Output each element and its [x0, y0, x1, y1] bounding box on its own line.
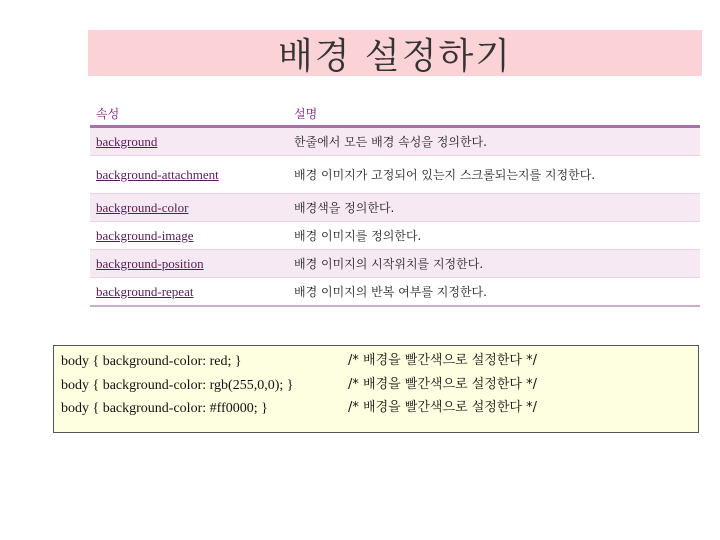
- table-row: [90, 222, 700, 250]
- code-line: [61, 374, 537, 396]
- property-table: [90, 101, 700, 307]
- property-name: background-color: [90, 194, 288, 222]
- table-row: [90, 127, 700, 156]
- property-description: 한줄에서 모든 배경 속성을 정의한다.: [288, 127, 700, 156]
- table-header-row: [90, 101, 700, 127]
- code-line: [61, 350, 537, 372]
- code-comment: /* 배경을 빨간색으로 설정한다 */: [348, 400, 537, 415]
- property-name: background-image: [90, 222, 288, 250]
- property-description: 배경 이미지를 정의한다.: [288, 222, 700, 250]
- code-example-box: [53, 345, 699, 433]
- property-description: 배경 이미지의 시작위치를 지정한다.: [288, 250, 700, 278]
- table-row: [90, 156, 700, 194]
- property-name: background-attachment: [90, 156, 288, 194]
- css-code: body { background-color: #ff0000; }: [61, 401, 268, 416]
- property-name: background-repeat: [90, 278, 288, 307]
- code-line: [61, 397, 537, 419]
- column-header-description: 설명: [288, 101, 700, 127]
- page-title: 배경 설정하기: [277, 35, 513, 77]
- table-row: [90, 194, 700, 222]
- property-description: 배경 이미지의 반복 여부를 지정한다.: [288, 278, 700, 307]
- title-banner: [88, 30, 702, 76]
- property-description: 배경 이미지가 고정되어 있는지 스크롤되는지를 지정한다.: [288, 156, 700, 194]
- css-code: body { background-color: rgb(255,0,0); }: [61, 378, 294, 393]
- property-name: background-position: [90, 250, 288, 278]
- property-description: 배경색을 정의한다.: [288, 194, 700, 222]
- css-code: body { background-color: red; }: [61, 354, 242, 369]
- property-name: background: [90, 127, 288, 156]
- table-row: [90, 250, 700, 278]
- column-header-property: 속성: [90, 101, 288, 127]
- code-comment: /* 배경을 빨간색으로 설정한다 */: [348, 353, 537, 368]
- table-row: [90, 278, 700, 307]
- code-comment: /* 배경을 빨간색으로 설정한다 */: [348, 377, 537, 392]
